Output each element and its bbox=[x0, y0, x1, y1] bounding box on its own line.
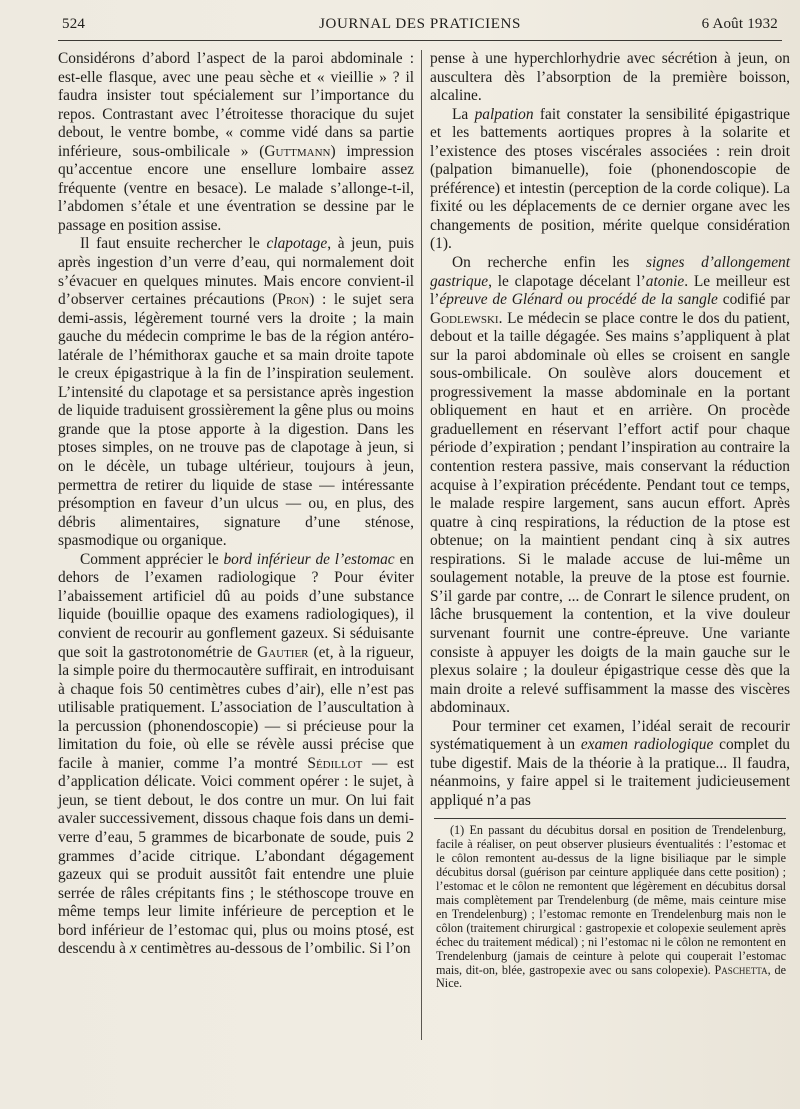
author-name: Sédillot bbox=[307, 754, 363, 772]
italic-term: épreuve de Glénard ou procédé de la sangle bbox=[439, 291, 718, 309]
italic-term: bord inférieur de l’estomac bbox=[223, 550, 395, 568]
left-column bbox=[58, 50, 414, 959]
italic-term: x bbox=[129, 940, 137, 958]
author-name: Paschetta bbox=[714, 962, 768, 977]
paragraph-lower-border: Comment apprécier le bord inférieur de l’estomac en dehors de l’examen radiologique ? Pour éviter l’abaissement artificiel dû au poids d’une substance liquide (bouillie opaque des examens radiologiques), il convient de recourir au gonflement gazeux. Si séduisante que soit la gastrotonométrie de Gautier (et, à la rigueur, la simple poire du thermocautère suffirait, en introduisant à chaque fois 50 centimètres cubes d’air), elle n’est pas utilisable pratiquement. L’association de l’auscultation à la percussion (phonendoscopie) — si précieuse pour la limitation du foie, où elle se révèle aussi précise que facile à manier, comme l’a montré Sédillot — est d’application délicate. Voici comment opérer : le sujet, à jeun, se tient debout, le dos contre un mur. On lui fait avaler successivement, dissous chaque fois dans un demi-verre d’eau, 5 grammes de bicarbonate de soude, puis 2 grammes d’acide citrique. L’abondant dégagement gazeux qui se produit aussitôt fait entendre une pluie serrée de râles crépitants fins ; le stéthoscope trouve en même temps leur limite inférieure de perception et le bord inférieur de l’estomac qui, plus ou moins ptosé, est descendu à x centimètres au-dessous de l’ombilic. Si l’on bbox=[58, 550, 414, 958]
footnote: (1) En passant du décubitus dorsal en position de Trendelenburg, facile à réaliser, on peut observer plusieurs éventualités : l’estomac et le côlon remontent au-dessus de la ligne bisiliaque par le simple décubitus dorsal (guérison par ceinture appliquée dans cette position) ; l’estomac et le côlon ne remontent que légèrement en décubitus dorsal mais complètement par Trendelenburg (de même, mais ceinture mise en Trendelenburg) ; l’estomac remonte en Trendelenburg mais non le côlon (traitement chirurgical : gastropexie et colopexie seulement après échec du traitement médical) ; ni l’estomac ni le côlon ne remontent en Trendelenburg (jamais de ceinture à pelote qui couperait l’estomac mais, dit-on, blée, gastropexie avec ou sans colopexie). Paschetta, de Nice. bbox=[436, 823, 786, 991]
italic-term: examen radiologique bbox=[580, 736, 714, 754]
author-name: Gautier bbox=[257, 643, 309, 661]
author-name: Guttmann bbox=[264, 142, 331, 160]
paragraph-gastric-signs: On recherche enfin les signes d’allongement gastrique, le clapotage décelant l’atonie. Le meilleur est l’épreuve de Glénard ou procédé de la sangle codifié par Godlewski. Le médecin se place contre le dos du patient, debout et la taille dégagée. Ses mains s’appliquent à plat sur la paroi abdominale où elles se croisent en sangle sous-ombilicale. On soulève alors doucement et progressivement la masse abdominale en la portant obliquement en haut et en arrière. On procède graduellement en réservant l’effort actif pour chaque période d’expiration ; pendant l’inspiration au contraire la contention restera passive, mais conservant la réduction acquise à l’expiration précédente. Pendant tout ce temps, le malade respire largement, sans aucun effort. Après quatre à cinq respirations, la réduction de la ptose est obtenue; on la maintient pendant cinq à six autres respirations. Si le malade accuse de lui-même un soulagement notable, la preuve de la ptose est fournie. S’il garde par contre, ... de Conrart le silence prudent, on lâche brusquement la contention, et la vive douleur survenant fournit une contre-épreuve. Une variante consiste à appuyer les doigts de la main gauche sur le plexus solaire ; la douleur épigastrique cesse dès que la main droite a relevé suffisamment la masse des viscères abdominaux. bbox=[430, 254, 791, 717]
paragraph-palpation: La palpation fait constater la sensibilité épigastrique et les battements aortiques propres à la solarite et l’existence des ptoses viscérales associées : rein droit (palpation bimanuelle), foie (phonendoscopie de préférence) et intestin (perception de la corde colique). La fixité ou les déplacements de ce dernier organe avec les changements de position, mérite quelque considération (1). bbox=[430, 105, 790, 253]
header-rule bbox=[58, 40, 782, 41]
page-number: 524 bbox=[62, 16, 86, 32]
paragraph-radiological: Pour terminer cet examen, l’idéal serait de recourir systématiquement à un examen radiologique complet du tube digestif. Mais de la théorie à la pratique... Il faudra, néanmoins, y faire appel si le traitement judicieusement appliqué n’a pas bbox=[430, 717, 790, 809]
paragraph-continuation: pense à une hyperchlorhydrie avec sécrétion à jeun, on auscultera dès l’absorption de la première boisson, alcaline. bbox=[430, 50, 790, 105]
italic-term: palpation bbox=[474, 105, 534, 123]
author-name: Pron bbox=[277, 291, 310, 309]
right-column bbox=[430, 50, 790, 810]
paragraph-clapotage: Il faut ensuite rechercher le clapotage, à jeun, puis après ingestion d’un verre d’eau, qui normalement doit s’évacuer en quelques minutes. Mais encore convient-il d’observer certaines précautions (Pron) : le sujet sera demi-assis, légèrement tourné vers la droite ; la main gauche du médecin comprime le bas de la région antéro-latérale de l’hémithorax gauche et sa main droite tapote le creux épigastrique à la fin de l’inspiration seulement. L’intensité du clapotage et sa persistance après ingestion de liquide traduisent grossièrement la gêne plus ou moins grande que la ptose apporte à la digestion. Dans les ptoses simples, on ne trouve pas de clapotage à jeun, si on le décèle, un tubage ultérieur, toujours à jeun, permettra de retirer du liquide de stase — intéressante présomption en faveur d’un ulcus — ou, en plus, des débris alimentaires, signature d’une sténose, spasmodique ou organique. bbox=[58, 235, 415, 550]
paragraph-abdominal-wall: Considérons d’abord l’aspect de la paroi abdominale : est-elle flasque, avec une peau sèche et « vieillie » ? il faudra insister tout spécialement sur l’importance du repos. Contrastant avec l’étroitesse thoracique du sujet debout, le ventre bombe, « comme vidé dans sa partie inférieure, sous-ombilicale » (Guttmann) impression qu’accentue encore une ensellure lombaire assez fréquente (ventre en besace). Le malade s’allonge-t-il, l’abdomen s’étale et une éventration se dessine par le passage en position assise. bbox=[58, 50, 414, 234]
italic-term: signes d’allongement gastrique bbox=[430, 254, 791, 290]
footnote-rule bbox=[434, 818, 786, 819]
journal-title: JOURNAL DES PRATICIENS bbox=[319, 16, 521, 32]
running-header bbox=[62, 16, 778, 36]
italic-term: atonie bbox=[645, 272, 685, 290]
column-divider bbox=[421, 50, 422, 1040]
issue-date: 6 Août 1932 bbox=[701, 16, 778, 32]
italic-term: clapotage bbox=[266, 235, 328, 253]
author-name: Godlewski bbox=[430, 309, 499, 327]
